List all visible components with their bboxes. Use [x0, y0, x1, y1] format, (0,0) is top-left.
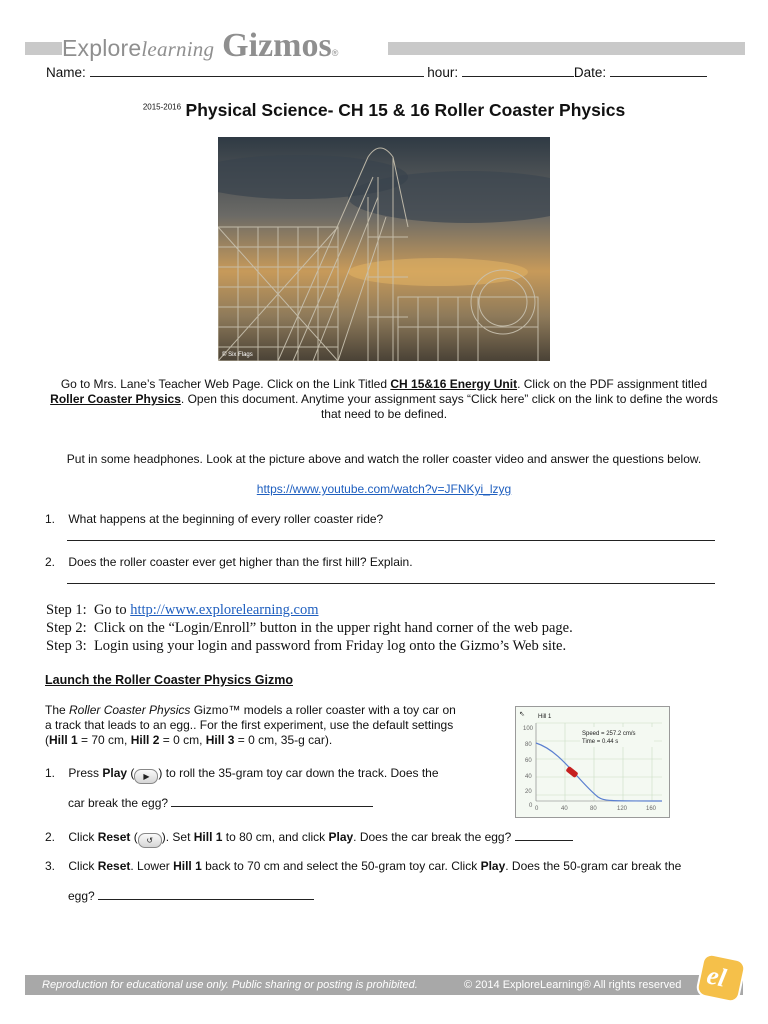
q3-text-d: . Does the 50-gram car break the: [505, 859, 682, 873]
question-number: 1.: [45, 512, 56, 526]
gizmo-question-3: [45, 859, 681, 874]
question-number: 2.: [45, 830, 56, 844]
step-label: Step 1:: [46, 602, 87, 618]
time-readout: Time = 0.44 s: [582, 739, 619, 745]
hour-field[interactable]: [462, 66, 574, 77]
q2-play-word: Play: [328, 830, 354, 844]
gizmo-hill-label: Hill 1: [538, 714, 552, 720]
header-bar-right: [382, 42, 745, 55]
answer-line-1[interactable]: [67, 540, 715, 541]
step-text: Login using your login and password from Friday log onto the Gizmo’s Web site.: [93, 638, 567, 654]
x-tick-160: 160: [646, 806, 657, 812]
q1-text-b: ) to roll the 35-gram toy car down the track. Does the: [158, 766, 439, 780]
q3-text-e: egg?: [68, 889, 95, 903]
date-label: Date:: [573, 65, 607, 80]
question-number: 2.: [45, 555, 56, 569]
title-year: 2015-2016: [142, 102, 182, 112]
q1-answer-blank[interactable]: [171, 796, 373, 807]
step-text: Go to: [93, 602, 131, 618]
x-tick-80: 80: [590, 806, 597, 812]
intro-text-a: Go to Mrs. Lane’s Teacher Web Page. Click on the Link Titled: [60, 377, 391, 391]
video-link-row: [0, 482, 768, 497]
intro-text-b: . Click on the PDF assignment titled: [517, 377, 708, 391]
desc-hill-3: Hill 3: [205, 733, 235, 747]
gizmo-screenshot: [515, 706, 670, 818]
intro-paragraph: [46, 377, 722, 422]
question-number: 3.: [45, 859, 56, 873]
page-title: [0, 100, 768, 121]
y-tick-20: 20: [525, 789, 532, 795]
photo-credit: © Six Flags: [222, 352, 253, 358]
desc-hill-1: Hill 1: [49, 733, 78, 747]
q2-text-b: ). Set: [161, 830, 194, 844]
document-title: Roller Coaster Physics: [50, 392, 181, 406]
reset-button-icon: ↺: [138, 833, 162, 848]
q3-text-a: Click: [68, 859, 98, 873]
explorelearning-link[interactable]: http://www.explorelearning.com: [130, 602, 319, 618]
name-field[interactable]: [90, 66, 424, 77]
step-2: [46, 619, 573, 637]
x-tick-0: 0: [535, 806, 539, 812]
question-number: 1.: [45, 766, 56, 780]
step-label: Step 2:: [46, 620, 87, 636]
q2-text-c: to 80 cm, and click: [222, 830, 329, 844]
launch-heading: Launch the Roller Coaster Physics Gizmo: [45, 673, 293, 687]
explorelearning-el-logo: [697, 954, 744, 1001]
step-1: [46, 601, 319, 619]
x-tick-40: 40: [561, 806, 568, 812]
desc-hill-2: Hill 2: [130, 733, 160, 747]
desc-hill-3-value: = 0 cm, 35-g car).: [234, 733, 333, 747]
q2-reset-word: Reset: [97, 830, 131, 844]
y-tick-60: 60: [525, 758, 532, 764]
logo-gizmos-text: Gizmos: [222, 27, 332, 64]
gizmo-description: [45, 703, 465, 748]
energy-unit-link-title: CH 15&16 Energy Unit: [390, 377, 518, 391]
gizmo-question-1: 1. Press Play ( ▶ ) to roll the 35-gram toy car down the track. Does the: [45, 766, 439, 784]
intro-text-c: . Open this document. Anytime your assignment says “Click here” click on the link to define the words that need to be defined.: [180, 392, 718, 421]
video-question-1: [45, 512, 383, 527]
hour-label: hour:: [427, 65, 459, 80]
footer-disclaimer: Reproduction for educational use only. Public sharing or posting is prohibited.: [42, 979, 418, 991]
name-label: Name:: [46, 65, 86, 80]
q3-text-c: back to 70 cm and select the 50-gram toy car. Click: [201, 859, 481, 873]
step-label: Step 3:: [46, 638, 87, 654]
desc-hill-1-value: = 70 cm,: [77, 733, 131, 747]
el-logo-text: el: [704, 960, 729, 993]
q3-answer-blank[interactable]: [98, 889, 314, 900]
y-tick-80: 80: [525, 742, 532, 748]
desc-text-a: The: [45, 703, 70, 717]
y-tick-100: 100: [523, 726, 534, 732]
name-hour-date-line: [46, 65, 707, 80]
question-text: What happens at the beginning of every roller coaster ride?: [68, 512, 384, 526]
q3-play-word: Play: [480, 859, 506, 873]
logo-explore-text: Explore: [62, 35, 142, 61]
question-text: Does the roller coaster ever get higher than the first hill? Explain.: [68, 555, 413, 569]
answer-line-2[interactable]: [67, 583, 715, 584]
y-tick-0: 0: [529, 803, 533, 809]
headphones-paragraph: Put in some headphones. Look at the picture above and watch the roller coaster video and answer the questions below.: [66, 452, 702, 466]
pointer-icon: ⇖: [519, 711, 525, 718]
roller-coaster-photo: [218, 137, 550, 361]
logo-learning-text: learning: [141, 37, 215, 61]
video-question-2: [45, 555, 413, 570]
desc-hill-2-value: = 0 cm,: [159, 733, 206, 747]
explorelearning-gizmos-logo: [62, 27, 388, 67]
y-tick-40: 40: [525, 774, 532, 780]
gizmo-question-2: 2. Click Reset ( ↺ ). Set Hill 1 to 80 cm, and click Play. Does the car break the egg?: [45, 830, 573, 848]
date-field[interactable]: [610, 66, 707, 77]
q1-text-a: Press: [68, 766, 103, 780]
q1-play-word: Play: [102, 766, 128, 780]
desc-text-b: Gizmo™ models a roller coaster with a toy car on a track that leads to an egg.. For the first experiment, use the default settings (: [45, 703, 456, 747]
logo-tm: ®: [331, 48, 339, 58]
q3-reset-word: Reset: [97, 859, 131, 873]
q2-text-d: . Does the car break the egg?: [353, 830, 512, 844]
footer-copyright: © 2014 ExploreLearning® All rights reserved: [464, 979, 682, 991]
q1-text-c: car break the egg?: [68, 796, 169, 810]
coaster-track: [536, 743, 662, 801]
q2-answer-blank[interactable]: [515, 830, 573, 841]
video-link[interactable]: https://www.youtube.com/watch?v=JFNKyi_lzyg: [256, 482, 512, 496]
step-3: [46, 637, 566, 655]
q3-hill-word: Hill 1: [173, 859, 202, 873]
step-text: Click on the “Login/Enroll” button in the upper right hand corner of the web page.: [93, 620, 573, 636]
desc-gizmo-name: Roller Coaster Physics: [69, 703, 191, 717]
play-button-icon: ▶: [134, 769, 158, 784]
x-tick-120: 120: [617, 806, 628, 812]
header-bar-left: [25, 42, 65, 55]
gizmo-question-1-line-2: [68, 796, 373, 811]
speed-readout: Speed = 257.2 cm/s: [582, 731, 636, 737]
title-text: Physical Science- CH 15 & 16 Roller Coaster Physics: [185, 100, 626, 120]
q3-text-b: . Lower: [130, 859, 174, 873]
q2-hill-word: Hill 1: [193, 830, 223, 844]
gizmo-question-3-line-2: [68, 889, 314, 904]
q2-text-a: Click: [68, 830, 98, 844]
